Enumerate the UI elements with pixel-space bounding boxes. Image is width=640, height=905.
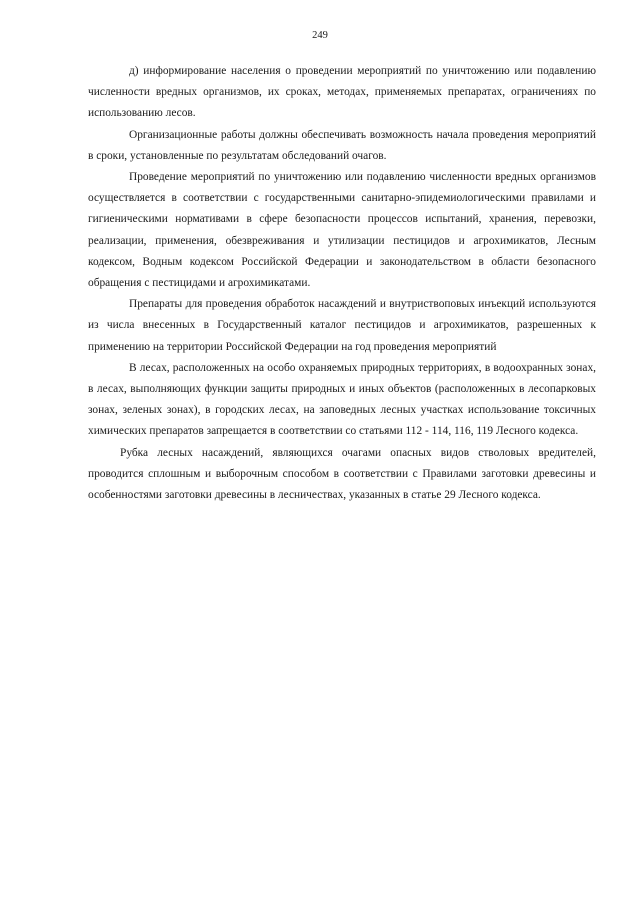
- paragraph-protected-territories: В лесах, расположенных на особо охраняемых природных территориях, в водоохранных зонах, в лесах, выполняющих функции защиты природных и иных объектов (расположенных в лесопарковых зонах, зеленых зонах), в городских лесах, на заповедных лесных участках использование токсичных химических препаратов запрещается в соответствии со статьями 112 - 114, 116, 119 Лесного кодекса.: [88, 361, 596, 438]
- paragraph-conducting-measures: Проведение мероприятий по уничтожению или подавлению численности вредных организмов осуществляется в соответствии с государственными санитарно-эпидемиологическими правилами и гигиеническими нормативами в сфере безопасности процессов испытаний, хранения, перевозки, реализации, применения, обезвреживания и утилизации пестицидов и агрохимикатов, Лесным кодексом, Водным кодексом Российской Федерации и законодательством в области безопасного обращения с пестицидами и агрохимикатами.: [88, 171, 596, 290]
- body-text: [88, 61, 596, 506]
- paragraph-organizational-works: Организационные работы должны обеспечивать возможность начала проведения мероприятий в сроки, установленные по результатам обследований очагов.: [88, 128, 596, 162]
- paragraph-informing-population: д) информирование населения о проведении мероприятий по уничтожению или подавлению численности вредных организмов, их сроках, методах, применяемых препаратах, ограничениях по использованию лесов.: [88, 65, 596, 120]
- paragraph-preparations: Препараты для проведения обработок насаждений и внутриствоповых инъекций используются из числа внесенных в Государственный каталог пестицидов и агрохимикатов, разрешенных к применению на территории Российской Федерации на год проведения мероприятий: [88, 298, 596, 353]
- page-number: 249: [312, 30, 328, 41]
- paragraph-felling: Рубка лесных насаждений, являющихся очагами опасных видов стволовых вредителей, проводится сплошным и выборочным способом в соответствии с Правилами заготовки древесины и особенностями заготовки древесины в лесничествах, указанных в статье 29 Лесного кодекса.: [88, 446, 596, 502]
